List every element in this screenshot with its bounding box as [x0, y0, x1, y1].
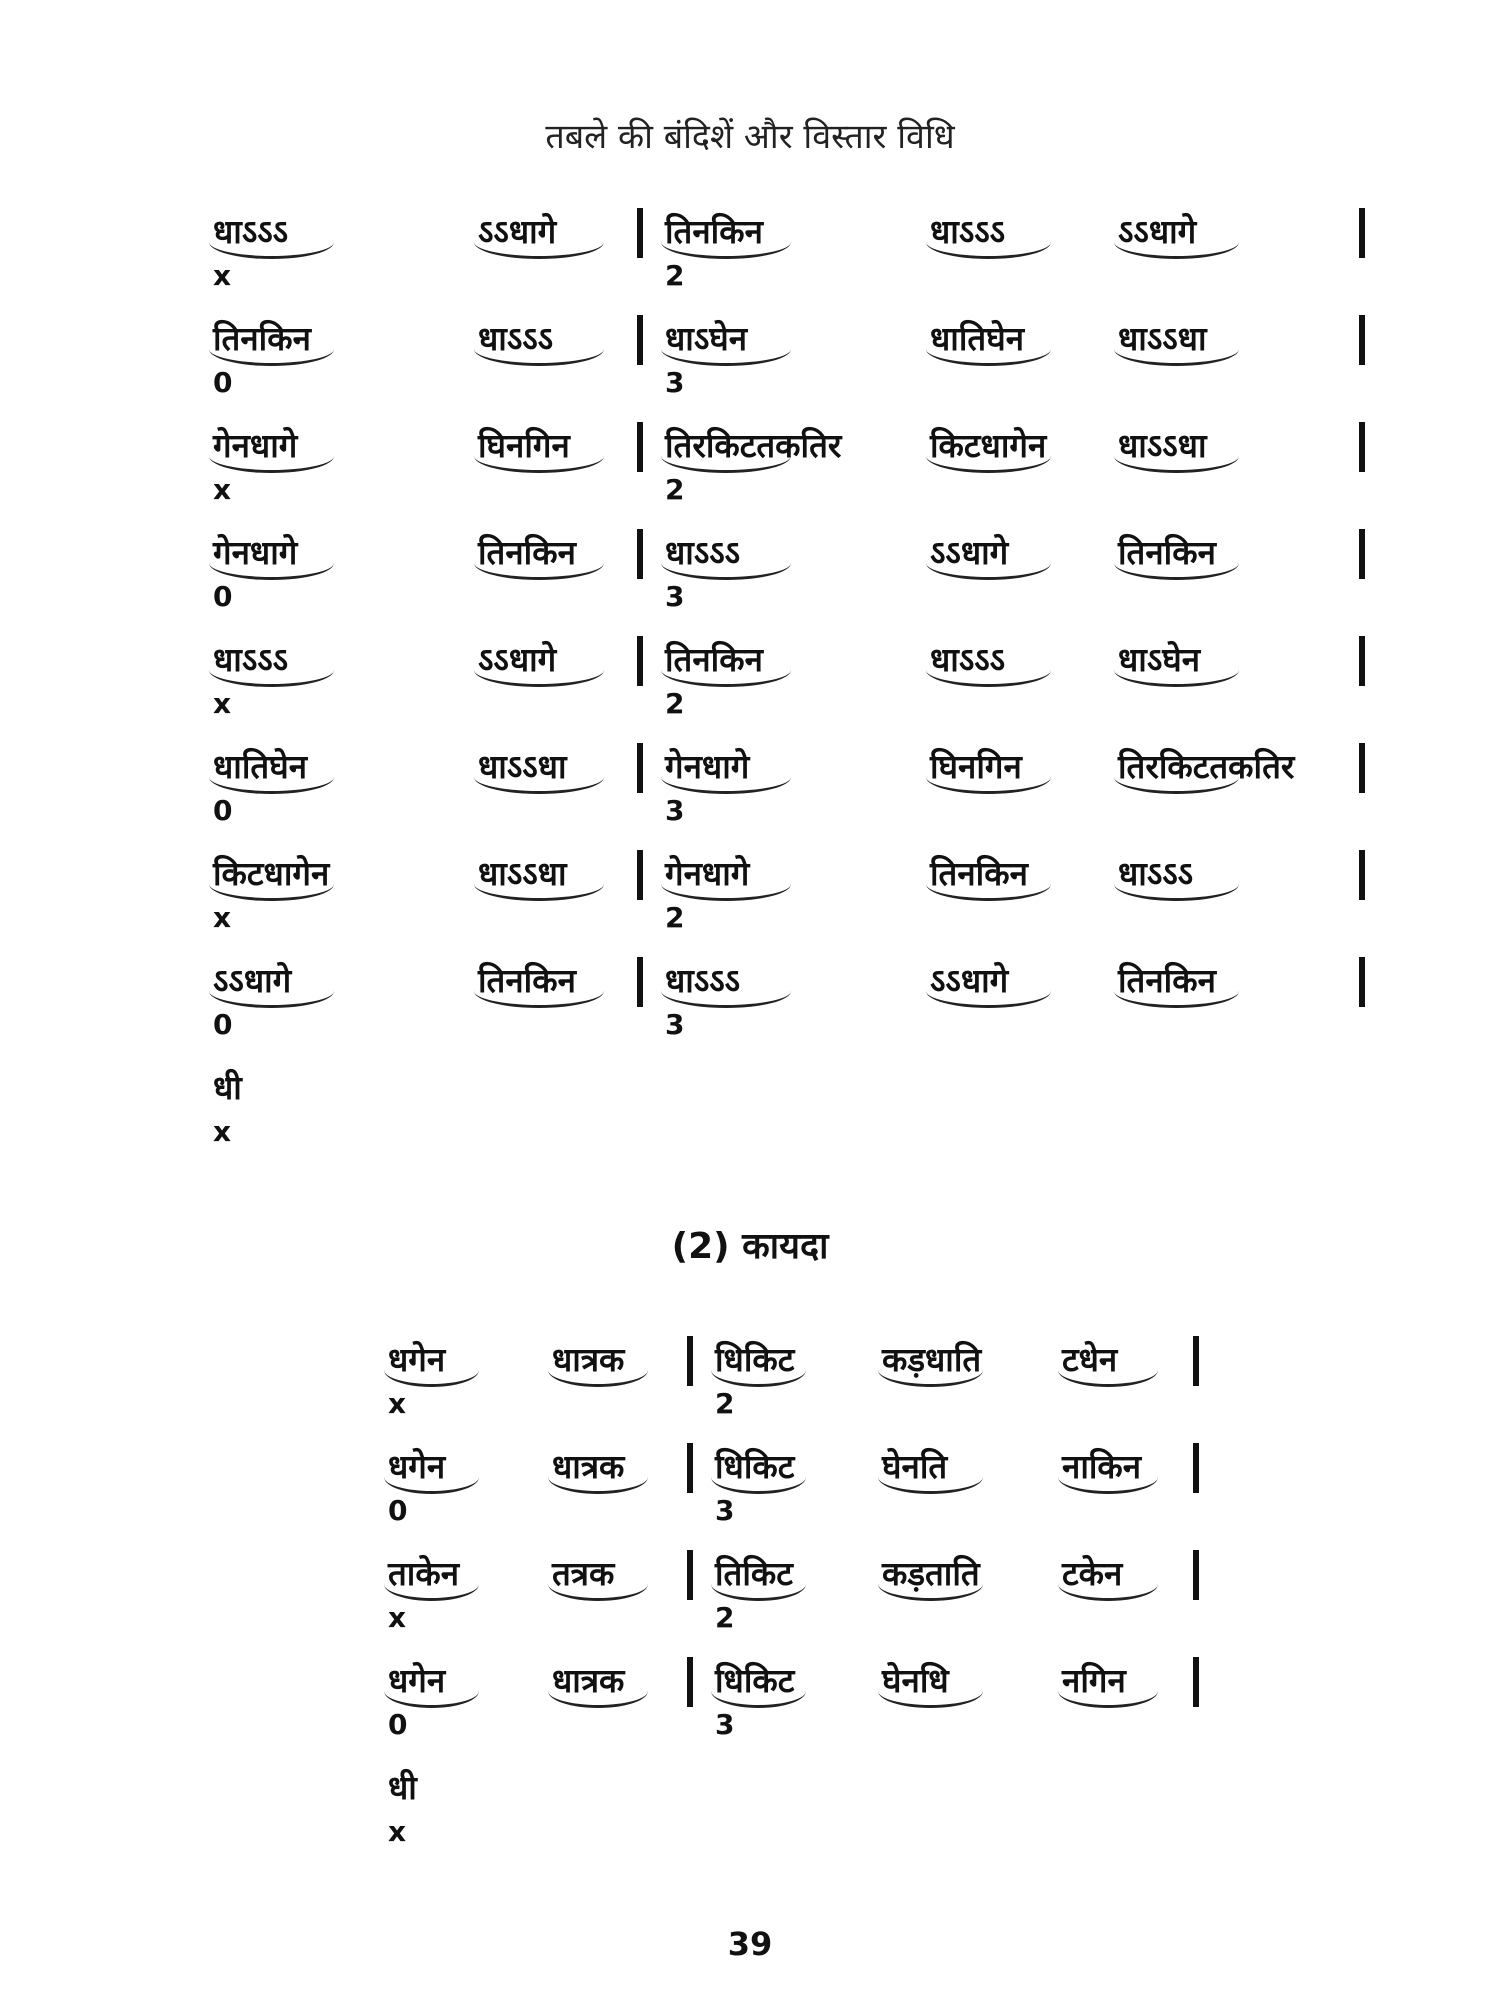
vibhag-bar — [687, 1336, 693, 1386]
tala-mark: 0 — [388, 1708, 408, 1741]
bol-text: तिनकिन — [478, 533, 576, 572]
grouping-arc — [474, 777, 604, 794]
vibhag-bar — [637, 422, 643, 472]
vibhag-bar — [637, 743, 643, 793]
grouping-arc — [878, 1691, 983, 1708]
tala-mark: 3 — [715, 1708, 735, 1741]
grouping-arc — [474, 349, 604, 366]
grouping-arc — [711, 1370, 806, 1387]
vibhag-bar — [1193, 1550, 1199, 1600]
vibhag-bar — [637, 529, 643, 579]
grouping-arc — [661, 563, 791, 580]
grouping-arc — [1058, 1584, 1158, 1601]
vibhag-bar — [1359, 636, 1365, 686]
bol-text: किटधागेन — [213, 854, 330, 893]
bol-text: धात्रक — [552, 1447, 625, 1486]
grouping-arc — [548, 1691, 648, 1708]
bol-text: तिनकिन — [1118, 961, 1216, 1000]
vibhag-bar — [1359, 208, 1365, 258]
bol-text: धाऽऽऽ — [930, 640, 1006, 679]
vibhag-bar — [1193, 1657, 1199, 1707]
grouping-arc — [878, 1584, 983, 1601]
tala-mark: 0 — [213, 1008, 233, 1041]
bol-text: तिनकिन — [213, 319, 311, 358]
bol-text: तिरकिटतकतिर — [1118, 747, 1295, 786]
vibhag-bar — [1359, 422, 1365, 472]
grouping-arc — [384, 1370, 479, 1387]
tala-mark: x — [388, 1387, 407, 1420]
bol-text: ऽऽधागे — [930, 961, 1009, 1000]
grouping-arc — [474, 670, 604, 687]
grouping-arc — [474, 456, 604, 473]
running-header: तबले की बंदिशें और विस्तार विधि — [545, 117, 955, 157]
grouping-arc — [209, 242, 334, 259]
grouping-arc — [384, 1477, 479, 1494]
tala-mark: 2 — [715, 1601, 735, 1634]
bol-text: कड़धाति — [882, 1340, 982, 1379]
bol-text: धाऽऽधा — [478, 854, 567, 893]
grouping-arc — [1058, 1370, 1158, 1387]
tala-mark: 2 — [665, 259, 685, 292]
bol-text: धगेन — [388, 1661, 446, 1700]
grouping-arc — [711, 1477, 806, 1494]
section-title: (2) कायदा — [671, 1226, 829, 1267]
bol-text: धिकिट — [715, 1447, 795, 1486]
bol-text: ऽऽधागे — [478, 640, 557, 679]
bol-text: ऽऽधागे — [213, 961, 292, 1000]
vibhag-bar — [1193, 1443, 1199, 1493]
bol-text: तिनकिन — [930, 854, 1028, 893]
tala-mark: 0 — [213, 794, 233, 827]
grouping-arc — [1114, 242, 1239, 259]
grouping-arc — [926, 349, 1051, 366]
grouping-arc — [661, 456, 791, 473]
grouping-arc — [661, 884, 791, 901]
bol-text: गेनधागे — [213, 533, 298, 572]
bol-text: गेनधागे — [665, 854, 750, 893]
vibhag-bar — [637, 850, 643, 900]
grouping-arc — [384, 1584, 479, 1601]
grouping-arc — [1114, 670, 1239, 687]
grouping-arc — [548, 1477, 648, 1494]
grouping-arc — [209, 991, 334, 1008]
grouping-arc — [926, 777, 1051, 794]
bol-text: धाऽऽऽ — [478, 319, 554, 358]
bol-text: धाऽघेन — [665, 319, 748, 358]
bol-text: धाऽऽधा — [1118, 426, 1207, 465]
tala-mark: 2 — [665, 473, 685, 506]
page-number: 39 — [727, 1925, 773, 1963]
final-bol: धी — [388, 1768, 417, 1807]
bol-text: तिनकिन — [665, 640, 763, 679]
bol-text: घिनगिन — [930, 747, 1022, 786]
bol-text: तिनकिन — [665, 212, 763, 251]
grouping-arc — [926, 670, 1051, 687]
grouping-arc — [474, 884, 604, 901]
bol-text: गेनधागे — [665, 747, 750, 786]
grouping-arc — [1114, 349, 1239, 366]
final-mark: x — [213, 1115, 232, 1148]
bol-text: धातिघेन — [213, 747, 308, 786]
grouping-arc — [209, 456, 334, 473]
tala-mark: x — [213, 901, 232, 934]
bol-text: धात्रक — [552, 1340, 625, 1379]
grouping-arc — [384, 1691, 479, 1708]
grouping-arc — [661, 242, 791, 259]
vibhag-bar — [637, 208, 643, 258]
bol-text: टकेन — [1062, 1554, 1123, 1593]
tala-mark: 3 — [715, 1494, 735, 1527]
grouping-arc — [926, 563, 1051, 580]
tala-mark: x — [213, 687, 232, 720]
grouping-arc — [878, 1477, 983, 1494]
tala-mark: 2 — [665, 687, 685, 720]
vibhag-bar — [637, 636, 643, 686]
bol-text: नाकिन — [1062, 1447, 1142, 1486]
grouping-arc — [926, 884, 1051, 901]
grouping-arc — [548, 1370, 648, 1387]
tala-mark: x — [213, 473, 232, 506]
bol-text: धाऽऽऽ — [213, 640, 289, 679]
bol-text: ऽऽधागे — [478, 212, 557, 251]
tala-mark: 0 — [388, 1494, 408, 1527]
vibhag-bar — [687, 1443, 693, 1493]
bol-text: टधेन — [1062, 1340, 1118, 1379]
bol-text: तिनकिन — [478, 961, 576, 1000]
grouping-arc — [661, 670, 791, 687]
vibhag-bar — [637, 315, 643, 365]
vibhag-bar — [1359, 529, 1365, 579]
bol-text: धाऽघेन — [1118, 640, 1201, 679]
bol-text: धात्रक — [552, 1661, 625, 1700]
grouping-arc — [209, 563, 334, 580]
bol-text: धाऽऽऽ — [213, 212, 289, 251]
bol-text: किटधागेन — [930, 426, 1047, 465]
grouping-arc — [548, 1584, 648, 1601]
bol-text: धिकिट — [715, 1661, 795, 1700]
bol-text: धाऽऽधा — [478, 747, 567, 786]
vibhag-bar — [1359, 850, 1365, 900]
bol-text: घिनगिन — [478, 426, 570, 465]
grouping-arc — [209, 884, 334, 901]
grouping-arc — [661, 777, 791, 794]
grouping-arc — [1114, 884, 1239, 901]
bol-text: तत्रक — [552, 1554, 615, 1593]
tala-mark: 0 — [213, 366, 233, 399]
grouping-arc — [1114, 563, 1239, 580]
bol-text: धाऽऽऽ — [665, 533, 741, 572]
vibhag-bar — [687, 1550, 693, 1600]
bol-text: तिरकिटतकतिर — [665, 426, 842, 465]
tala-mark: 3 — [665, 366, 685, 399]
vibhag-bar — [1193, 1336, 1199, 1386]
tala-mark: 3 — [665, 794, 685, 827]
bol-text: तिकिट — [715, 1554, 793, 1593]
bol-text: धातिघेन — [930, 319, 1025, 358]
vibhag-bar — [1359, 743, 1365, 793]
bol-text: धगेन — [388, 1447, 446, 1486]
grouping-arc — [209, 777, 334, 794]
bol-text: गेनधागे — [213, 426, 298, 465]
bol-text: धाऽऽऽ — [1118, 854, 1194, 893]
grouping-arc — [1114, 991, 1239, 1008]
tala-mark: 0 — [213, 580, 233, 613]
bol-text: घेनति — [882, 1447, 948, 1486]
grouping-arc — [661, 349, 791, 366]
tala-mark: 3 — [665, 580, 685, 613]
grouping-arc — [474, 563, 604, 580]
vibhag-bar — [637, 957, 643, 1007]
bol-text: ऽऽधागे — [930, 533, 1009, 572]
bol-text: धाऽऽऽ — [930, 212, 1006, 251]
grouping-arc — [1058, 1477, 1158, 1494]
tala-mark: 3 — [665, 1008, 685, 1041]
vibhag-bar — [1359, 315, 1365, 365]
bol-text: नगिन — [1062, 1661, 1126, 1700]
tala-mark: x — [388, 1601, 407, 1634]
bol-text: कड़ताति — [882, 1554, 980, 1593]
tala-mark: 2 — [665, 901, 685, 934]
bol-text: ऽऽधागे — [1118, 212, 1197, 251]
bol-text: ताकेन — [388, 1554, 460, 1593]
grouping-arc — [878, 1370, 983, 1387]
grouping-arc — [474, 991, 604, 1008]
final-mark: x — [388, 1815, 407, 1848]
bol-text: तिनकिन — [1118, 533, 1216, 572]
grouping-arc — [926, 242, 1051, 259]
grouping-arc — [711, 1584, 806, 1601]
grouping-arc — [711, 1691, 806, 1708]
final-bol: धी — [213, 1068, 242, 1107]
grouping-arc — [1058, 1691, 1158, 1708]
bol-text: घेनधि — [882, 1661, 949, 1700]
vibhag-bar — [687, 1657, 693, 1707]
tala-mark: x — [213, 259, 232, 292]
bol-text: धाऽऽऽ — [665, 961, 741, 1000]
grouping-arc — [926, 991, 1051, 1008]
grouping-arc — [209, 670, 334, 687]
bol-text: धगेन — [388, 1340, 446, 1379]
bol-text: धिकिट — [715, 1340, 795, 1379]
grouping-arc — [474, 242, 604, 259]
bol-text: धाऽऽधा — [1118, 319, 1207, 358]
grouping-arc — [926, 456, 1051, 473]
grouping-arc — [1114, 456, 1239, 473]
vibhag-bar — [1359, 957, 1365, 1007]
grouping-arc — [661, 991, 791, 1008]
grouping-arc — [1114, 777, 1239, 794]
grouping-arc — [209, 349, 334, 366]
tala-mark: 2 — [715, 1387, 735, 1420]
